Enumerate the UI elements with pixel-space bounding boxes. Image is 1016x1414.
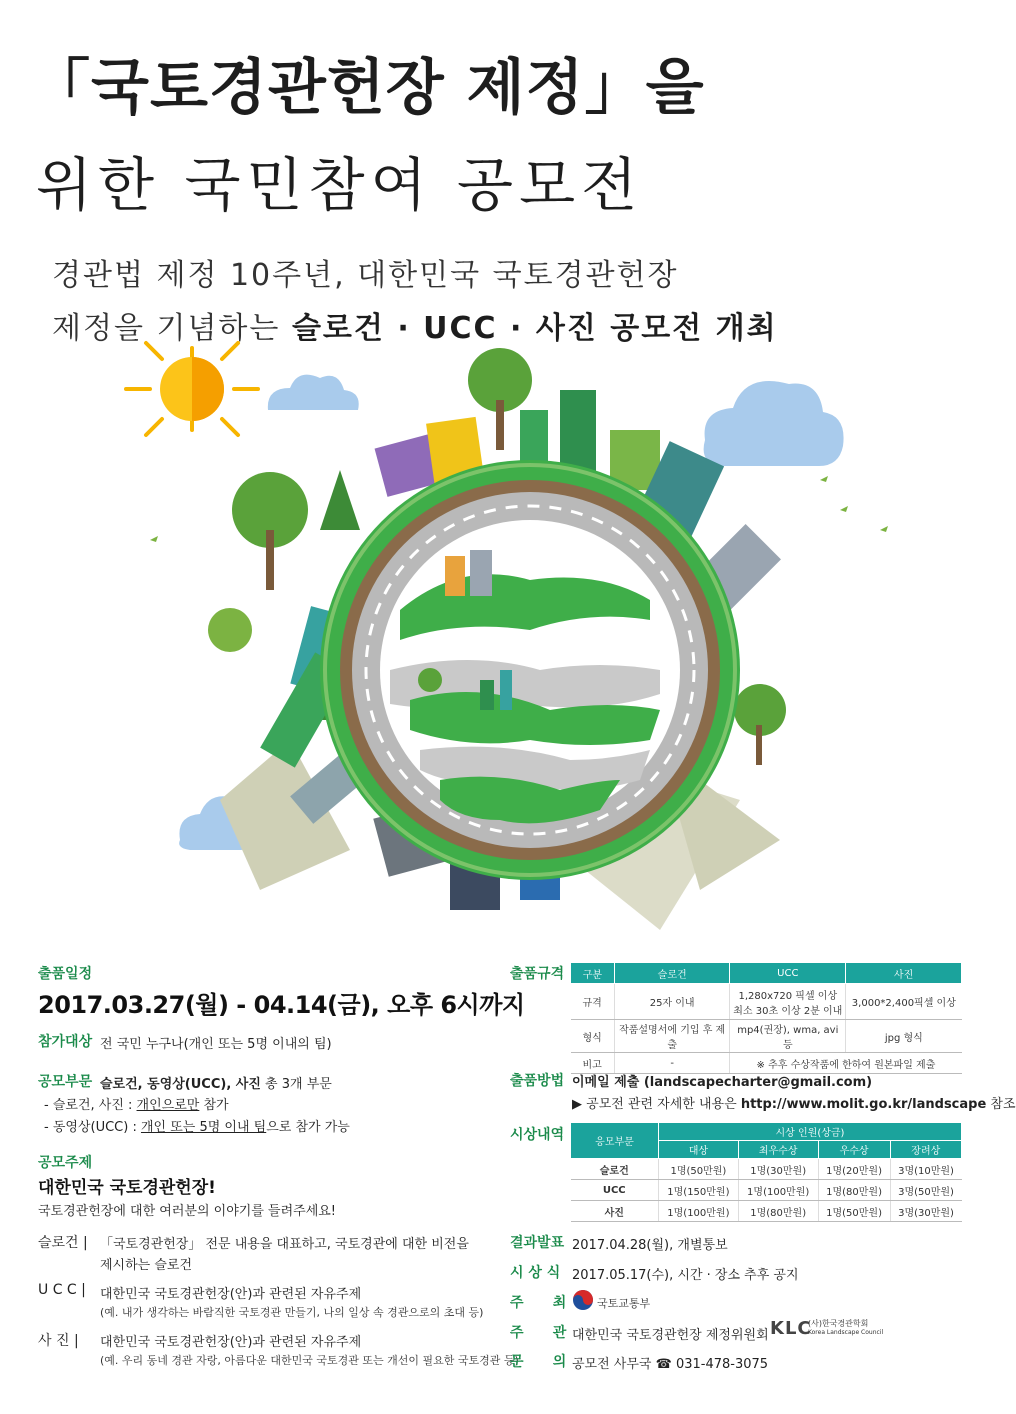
ceremony-label: 시 상 식 [510, 1265, 561, 1281]
spec-header: UCC [730, 963, 846, 984]
awards-header: 장려상 [890, 1141, 961, 1159]
awards-cell: 1명(80만원) [818, 1180, 890, 1201]
awards-cell: 1명(50만원) [818, 1201, 890, 1222]
awards-cell: 1명(20만원) [818, 1159, 890, 1180]
result-value: 2017.04.28(월), 개별통보 [572, 1238, 728, 1253]
theme-item-name: U C C | [38, 1282, 86, 1298]
contact-value: 공모전 사무국 ☎ 031-478-3075 [572, 1357, 769, 1372]
awards-cell: 1명(100만원) [659, 1201, 739, 1222]
method-note: ▶ 공모전 관련 자세한 내용은 http://www.molit.go.kr/landscape 참조 [572, 1097, 1016, 1112]
spec-cell: 25자 이내 [614, 984, 730, 1020]
awards-header: 최우수상 [738, 1141, 818, 1159]
host-value: 국토교통부 [597, 1297, 651, 1310]
spec-cell: ※ 추후 수상작품에 한하여 원본파일 제출 [730, 1053, 962, 1074]
ceremony-value: 2017.05.17(수), 시간 · 장소 추후 공지 [572, 1268, 799, 1283]
method-label: 출품방법 [510, 1073, 565, 1089]
spec-cell: 1,280x720 픽셀 이상 최소 30초 이상 2분 이내 [730, 984, 846, 1020]
spec-header: 사진 [846, 963, 962, 984]
poster-title-line1: 「국토경관헌장 제정」을 [30, 53, 705, 123]
theme-label: 공모주제 [38, 1155, 93, 1171]
theme-item-name: 사 진 | [38, 1333, 79, 1349]
awards-cell: 3명(50만원) [890, 1180, 961, 1201]
poster-title-line2: 위한 국민참여 공모전 [36, 151, 644, 219]
theme-desc: 국토경관헌장에 대한 여러분의 이야기를 들려주세요! [38, 1204, 337, 1219]
earth-city-illustration [140, 330, 900, 950]
awards-cell: 1명(100만원) [738, 1180, 818, 1201]
spec-header: 슬로건 [614, 963, 730, 984]
theme-item-name: 슬로건 | [38, 1235, 88, 1251]
klc-logo-sub2: Korea Landscape Council [808, 1329, 884, 1336]
subtitle-line1: 경관법 제정 10주년, 대한민국 국토경관헌장 [52, 258, 679, 293]
theme-item-line1: 대한민국 국토경관헌장(안)과 관련된 자유주제 [100, 1287, 362, 1302]
awards-header: 응모부문 [571, 1123, 659, 1159]
schedule-date: 2017.03.27(월) - 04.14(금), 오후 6시까지 [38, 991, 525, 1019]
spec-cell: 규격 [571, 984, 615, 1020]
categories-note-1: - 슬로건, 사진 : 개인으로만 참가 [44, 1098, 229, 1113]
awards-cell: 사진 [571, 1201, 659, 1222]
categories-label: 공모부문 [38, 1074, 93, 1090]
theme-item-line2: 제시하는 슬로건 [100, 1258, 193, 1273]
sun-icon [126, 343, 258, 435]
theme-item-line2: (예. 우리 동네 경관 자랑, 아름다운 대한민국 국토경관 또는 개선이 필요한 국토경관 등) [100, 1354, 519, 1367]
spec-cell: jpg 형식 [846, 1020, 962, 1053]
theme-item-line2: (예. 내가 생각하는 바람직한 국토경관 만들기, 나의 일상 속 경관으로의 초대 등) [100, 1306, 484, 1319]
organizer-label: 주 관 [510, 1325, 567, 1341]
molit-link[interactable]: http://www.molit.go.kr/landscape [740, 1097, 987, 1112]
spec-cell: - [614, 1053, 730, 1074]
spec-cell: 비고 [571, 1053, 615, 1074]
categories-value: 슬로건, 동영상(UCC), 사진 총 3개 부문 [100, 1077, 332, 1092]
target-label: 참가대상 [38, 1034, 93, 1050]
awards-header: 우수상 [818, 1141, 890, 1159]
awards-cell: 1명(30만원) [738, 1159, 818, 1180]
spec-table [570, 962, 962, 1074]
spec-cell: 3,000*2,400픽셀 이상 [846, 984, 962, 1020]
awards-header: 시상 인원(상금) [659, 1123, 962, 1141]
method-value: 이메일 제출 (landscapecharter@gmail.com) [572, 1075, 873, 1090]
spec-label: 출품규격 [510, 966, 565, 982]
subtitle-highlight: 슬로건 · UCC · 사진 공모전 개최 [291, 311, 778, 346]
molit-logo-icon [572, 1289, 594, 1311]
awards-header: 대상 [659, 1141, 739, 1159]
awards-label: 시상내역 [510, 1127, 565, 1143]
cloud-icon [268, 375, 359, 410]
klc-logo: KLC [770, 1318, 812, 1339]
theme-item-line1: 대한민국 국토경관헌장(안)과 관련된 자유주제 [100, 1335, 362, 1350]
awards-cell: 1명(150만원) [659, 1180, 739, 1201]
awards-cell: UCC [571, 1180, 659, 1201]
result-label: 결과발표 [510, 1235, 565, 1251]
schedule-label: 출품일정 [38, 966, 93, 982]
awards-cell: 3명(30만원) [890, 1201, 961, 1222]
contact-label: 문 의 [510, 1354, 567, 1370]
spec-header: 구분 [571, 963, 615, 984]
organizer-value: 대한민국 국토경관헌장 제정위원회 [572, 1328, 769, 1343]
host-label: 주 최 [510, 1295, 567, 1311]
spec-cell: mp4(권장), wma, avi 등 [730, 1020, 846, 1053]
awards-cell: 슬로건 [571, 1159, 659, 1180]
cloud-icon [704, 381, 844, 466]
spec-cell: 형식 [571, 1020, 615, 1053]
spec-cell: 작품설명서에 기입 후 제출 [614, 1020, 730, 1053]
theme-title: 대한민국 국토경관헌장! [38, 1178, 216, 1198]
target-value: 전 국민 누구나(개인 또는 5명 이내의 팀) [100, 1037, 332, 1052]
klc-logo-sub1: (사)한국경관학회 [808, 1319, 869, 1328]
awards-cell: 1명(50만원) [659, 1159, 739, 1180]
awards-cell: 1명(80만원) [738, 1201, 818, 1222]
awards-table [570, 1122, 962, 1222]
categories-note-2: - 동영상(UCC) : 개인 또는 5명 이내 팀으로 참가 가능 [44, 1120, 350, 1135]
subtitle-line2: 제정을 기념하는 슬로건 · UCC · 사진 공모전 개최 [52, 311, 778, 346]
theme-item-line1: 「국토경관헌장」 전문 내용을 대표하고, 국토경관에 대한 비전을 [100, 1237, 469, 1252]
awards-cell: 3명(10만원) [890, 1159, 961, 1180]
